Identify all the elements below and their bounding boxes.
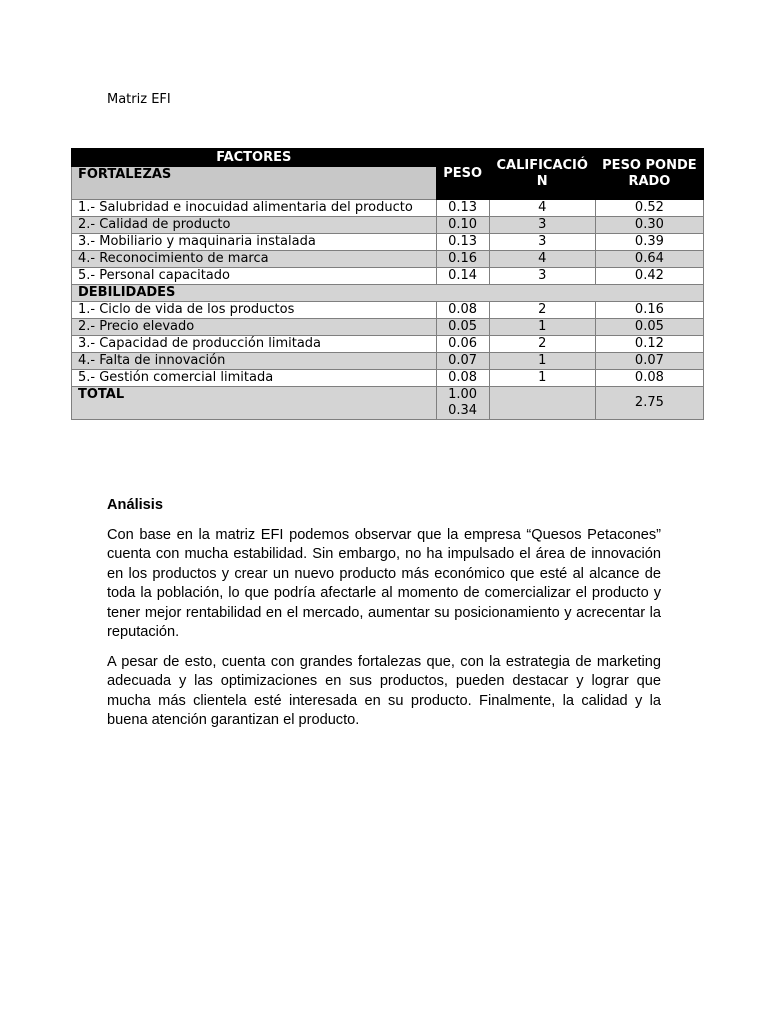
- calificacion-cell: 2: [489, 302, 595, 319]
- peso-cell: 0.13: [436, 200, 489, 217]
- total-peso: 1.000.34: [436, 387, 489, 420]
- table-row: [72, 319, 704, 336]
- ponderado-cell: 0.05: [595, 319, 703, 336]
- calificacion-cell: 1: [489, 370, 595, 387]
- table-row: [72, 336, 704, 353]
- total-calificacion: [489, 387, 595, 420]
- ponderado-cell: 0.30: [595, 217, 703, 234]
- analysis-heading: Análisis: [107, 497, 163, 513]
- factor-cell: 3.- Capacidad de producción limitada: [72, 336, 437, 353]
- calificacion-cell: 3: [489, 268, 595, 285]
- analysis-paragraph: Con base en la matriz EFI podemos observar que la empresa “Quesos Petacones” cuenta con mucha estabilidad. Sin embargo, no ha impulsado el área de innovación en los productos y crear un nuevo producto más económico que esté al alcance de toda la población, lo que podría afectarle al momento de comercializar el producto y tener mejor rentabilidad en el mercado, aumentar su posicionamiento y acrecentar la reputación.: [107, 526, 661, 640]
- calificacion-cell: 1: [489, 353, 595, 370]
- factor-cell: 2.- Precio elevado: [72, 319, 437, 336]
- table-row: [72, 353, 704, 370]
- total-row: [72, 387, 704, 420]
- calificacion-cell: 4: [489, 251, 595, 268]
- calificacion-cell: 3: [489, 217, 595, 234]
- peso-cell: 0.05: [436, 319, 489, 336]
- total-label: TOTAL: [72, 387, 437, 420]
- factor-cell: 4.- Reconocimiento de marca: [72, 251, 437, 268]
- peso-cell: 0.08: [436, 302, 489, 319]
- calificacion-cell: 1: [489, 319, 595, 336]
- table-row: [72, 217, 704, 234]
- peso-cell: 0.06: [436, 336, 489, 353]
- header-calificacion: CALIFICACIÓN: [489, 149, 595, 200]
- ponderado-cell: 0.16: [595, 302, 703, 319]
- header-fortalezas: FORTALEZAS: [72, 167, 437, 200]
- peso-cell: 0.08: [436, 370, 489, 387]
- ponderado-cell: 0.08: [595, 370, 703, 387]
- table-row: [72, 268, 704, 285]
- analysis-section: [107, 496, 661, 741]
- calificacion-cell: 3: [489, 234, 595, 251]
- ponderado-cell: 0.39: [595, 234, 703, 251]
- peso-cell: 0.14: [436, 268, 489, 285]
- section-row-debilidades: [72, 285, 704, 302]
- efi-matrix-table: [71, 148, 704, 420]
- factor-cell: 1.- Salubridad e inocuidad alimentaria del producto: [72, 200, 437, 217]
- ponderado-cell: 0.07: [595, 353, 703, 370]
- factor-cell: 3.- Mobiliario y maquinaria instalada: [72, 234, 437, 251]
- ponderado-cell: 0.52: [595, 200, 703, 217]
- peso-cell: 0.13: [436, 234, 489, 251]
- document-title: Matriz EFI: [107, 92, 171, 107]
- factor-cell: 1.- Ciclo de vida de los productos: [72, 302, 437, 319]
- table-row: [72, 200, 704, 217]
- table-row: [72, 370, 704, 387]
- section-label-debilidades: DEBILIDADES: [72, 285, 704, 302]
- total-ponderado: 2.75: [595, 387, 703, 420]
- peso-cell: 0.07: [436, 353, 489, 370]
- factor-cell: 2.- Calidad de producto: [72, 217, 437, 234]
- calificacion-cell: 2: [489, 336, 595, 353]
- factor-cell: 4.- Falta de innovación: [72, 353, 437, 370]
- factor-cell: 5.- Gestión comercial limitada: [72, 370, 437, 387]
- peso-cell: 0.16: [436, 251, 489, 268]
- header-factores: FACTORES: [72, 149, 437, 167]
- analysis-paragraph: A pesar de esto, cuenta con grandes fortalezas que, con la estrategia de marketing adecuada y las optimizaciones en sus productos, pueden destacar y lograr que mucha más clientela esté interesada en su producto. Finalmente, la calidad y la buena atención garantizan el producto.: [107, 653, 661, 728]
- factor-cell: 5.- Personal capacitado: [72, 268, 437, 285]
- table-row: [72, 302, 704, 319]
- header-peso-ponderado: PESO PONDERADO: [595, 149, 703, 200]
- ponderado-cell: 0.42: [595, 268, 703, 285]
- table-row: [72, 234, 704, 251]
- header-peso: PESO: [436, 149, 489, 200]
- peso-cell: 0.10: [436, 217, 489, 234]
- table-row: [72, 251, 704, 268]
- calificacion-cell: 4: [489, 200, 595, 217]
- ponderado-cell: 0.64: [595, 251, 703, 268]
- ponderado-cell: 0.12: [595, 336, 703, 353]
